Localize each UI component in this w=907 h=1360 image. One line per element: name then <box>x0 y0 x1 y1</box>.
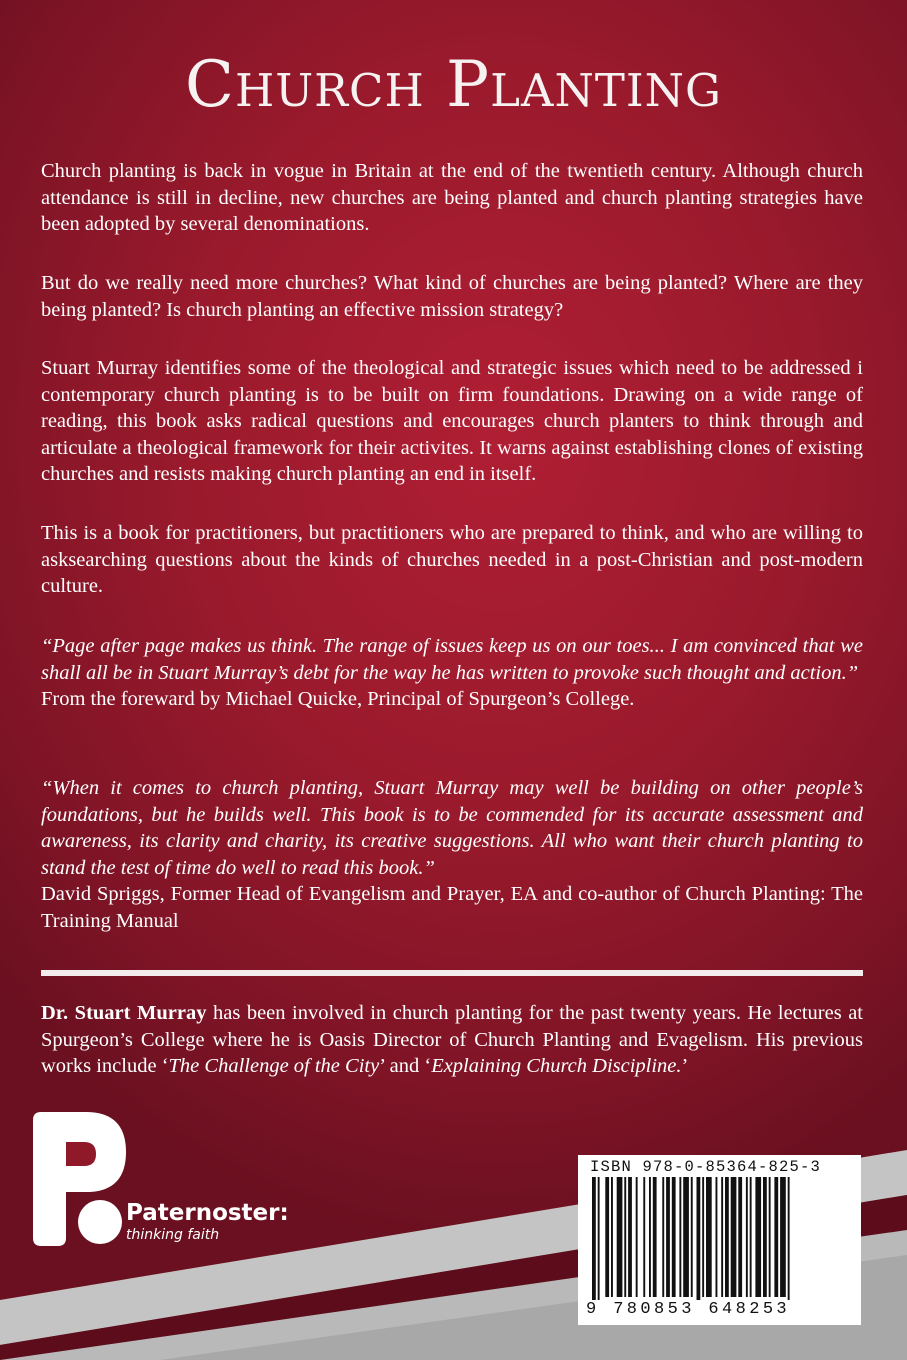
barcode-bar <box>738 1177 742 1297</box>
bio-work-2: Explaining Church Discipline. <box>431 1055 682 1077</box>
barcode-bar <box>721 1177 723 1297</box>
endorsement-1-attribution: From the foreward by Michael Quicke, Principal of Spurgeon’s College. <box>41 688 635 710</box>
isbn-label: ISBN 978-0-85364-825-3 <box>590 1158 822 1176</box>
endorsement-2-attribution: David Spriggs, Former Head of Evangelism and Prayer, EA and co-author of Church Planting: The Training Manual <box>41 883 863 932</box>
paternoster-logo-icon <box>28 1110 138 1250</box>
bio-text-2: ’ and ‘ <box>379 1055 432 1077</box>
barcode-number: 9 780853 648253 <box>586 1300 852 1319</box>
barcode-bar <box>617 1177 623 1297</box>
bio-work-1: The Challenge of the City <box>168 1055 380 1077</box>
barcode-bar <box>611 1177 613 1297</box>
barcode-bar <box>788 1177 790 1307</box>
barcode-bar <box>716 1177 718 1297</box>
barcode-bar <box>731 1177 737 1297</box>
barcode-bar <box>605 1177 609 1297</box>
barcode-bar <box>691 1177 693 1297</box>
barcode-bar <box>598 1177 600 1307</box>
publisher-name: Paternoster: <box>126 1200 289 1226</box>
barcode-bar <box>636 1177 638 1297</box>
barcode-bar <box>672 1177 676 1297</box>
barcode-bar <box>750 1177 752 1297</box>
barcode-bar <box>653 1177 657 1297</box>
bio-text-1: has been involved in church planting for the past twenty years. He lectures at Spurgeon’s College where he is Oasis Director of Church Planting and Evagelism. His previous works include ‘ <box>41 1002 863 1077</box>
bio-text-3: ’ <box>681 1055 689 1077</box>
barcode-bar <box>763 1177 767 1297</box>
endorsement-2-quote: “When it comes to church planting, Stuart Murray may well be building on other people’s foundations, but he builds well. This book is to be commended for its accurate assessment and awareness, its clarity and charity, its creative suggestions. All who want their church planting to stand the test of time do well to read this book.” <box>41 777 863 879</box>
barcode-bar <box>628 1177 632 1297</box>
barcode-bar <box>649 1177 651 1297</box>
barcode-bar <box>755 1177 761 1297</box>
description-paragraph-4: This is a book for practitioners, but practitioners who are prepared to think, and who are willing to asksearching questions about the kinds of churches needed in a post-Christian and post-modern culture. <box>41 522 863 597</box>
book-title: Church Planting <box>185 48 722 122</box>
barcode-bar <box>624 1177 626 1297</box>
barcode-bar <box>643 1177 645 1297</box>
barcode-bar <box>666 1177 670 1297</box>
barcode-bar <box>592 1177 596 1307</box>
endorsement-1-quote: “Page after page makes us think. The range of issues keep us on our toes... I am convinced that we shall all be in Stuart Murray’s debt for the way he has written to provoke such thought and action.” <box>41 635 863 684</box>
author-name: Dr. Stuart Murray <box>41 1002 207 1024</box>
barcode-bar <box>706 1177 712 1297</box>
barcode-bar <box>702 1177 704 1297</box>
description-paragraph-3: Stuart Murray identifies some of the theological and strategic issues which need to be addressed i contemporary church planting is to be built on firm foundations. Drawing on a wide range of reading, this book asks radical questions and encourages church planters to think through and articulate a theological framework for their activites. It warns against establishing clones of existing churches and resists making church planting an end in itself. <box>41 357 863 485</box>
barcode-bar <box>662 1177 664 1297</box>
barcode-bar <box>697 1177 701 1307</box>
barcode-bar <box>683 1177 689 1297</box>
barcode-bar <box>780 1177 786 1297</box>
barcode-bar <box>679 1177 681 1297</box>
barcode-bar <box>746 1177 748 1297</box>
description-paragraph-2: But do we really need more churches? What kind of churches are being planted? Where are they being planted? Is church planting an effective mission strategy? <box>41 272 863 321</box>
barcode-bar <box>774 1177 778 1297</box>
publisher-tagline: thinking faith <box>126 1227 220 1243</box>
barcode-bar <box>769 1177 771 1297</box>
barcode-bar <box>725 1177 729 1297</box>
description-paragraph-1: Church planting is back in vogue in Britain at the end of the twentieth century. Although church attendance is still in decline, new churches are being planted and church planting strategies have been adopted by several denominations. <box>41 160 863 235</box>
